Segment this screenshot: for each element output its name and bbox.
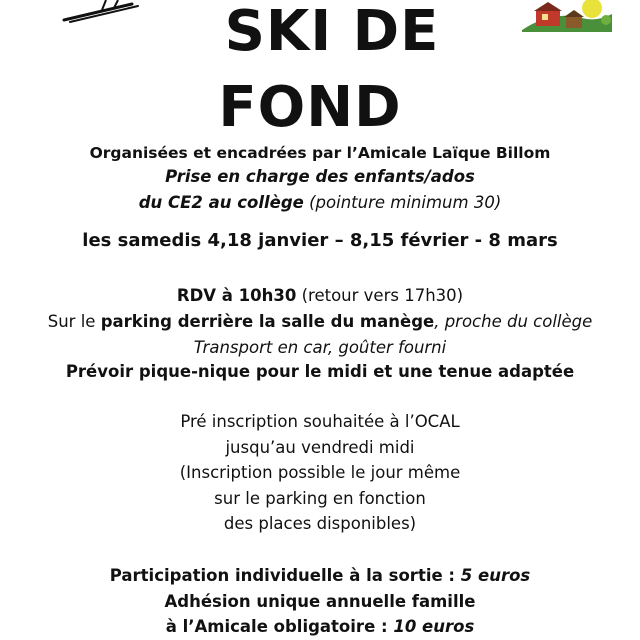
participation-label: Participation individuelle à la sortie : <box>109 566 461 585</box>
rdv-return: (retour vers 17h30) <box>296 286 464 305</box>
parking-post: , proche du collège <box>434 312 593 331</box>
organiser-line: Organisées et encadrées par l’Amicale Laïque Billom <box>89 144 551 162</box>
participation-price: 5 euros <box>460 566 531 585</box>
membership-price: 10 euros <box>393 617 475 636</box>
page-title-line-1: SKI DE <box>224 0 440 64</box>
registration-line-4: sur le parking en fonction <box>214 489 426 508</box>
care-line-2 <box>0 192 640 214</box>
rdv-time: RDV à 10h30 <box>176 286 297 305</box>
registration-line-1: Pré inscription souhaitée à l’OCAL <box>180 412 460 431</box>
care-shoe-size: (pointure minimum 30) <box>303 193 502 212</box>
parking-place: parking derrière la salle du manège <box>100 312 435 331</box>
parking-line <box>0 311 640 333</box>
rdv-line <box>0 285 640 307</box>
membership-line-2 <box>0 616 640 638</box>
registration-line-5: des places disponibles) <box>223 514 417 533</box>
page-title-line-2: FOND <box>218 75 402 140</box>
registration-line-2: jusqu’au vendredi midi <box>225 438 415 457</box>
care-age-range: du CE2 au collège <box>138 193 304 212</box>
registration-line-3: (Inscription possible le jour même <box>179 463 461 482</box>
participation-line <box>0 565 640 587</box>
parking-pre: Sur le <box>47 312 101 331</box>
dates-line: les samedis 4,18 janvier – 8,15 février - 8 mars <box>82 230 558 251</box>
care-line-1: Prise en charge des enfants/ados <box>165 167 475 186</box>
membership-line-1: Adhésion unique annuelle famille <box>164 592 476 611</box>
transport-line: Transport en car, goûter fourni <box>193 338 447 357</box>
membership-label: à l’Amicale obligatoire : <box>165 617 394 636</box>
picnic-line: Prévoir pique-nique pour le midi et une tenue adaptée <box>65 362 575 381</box>
